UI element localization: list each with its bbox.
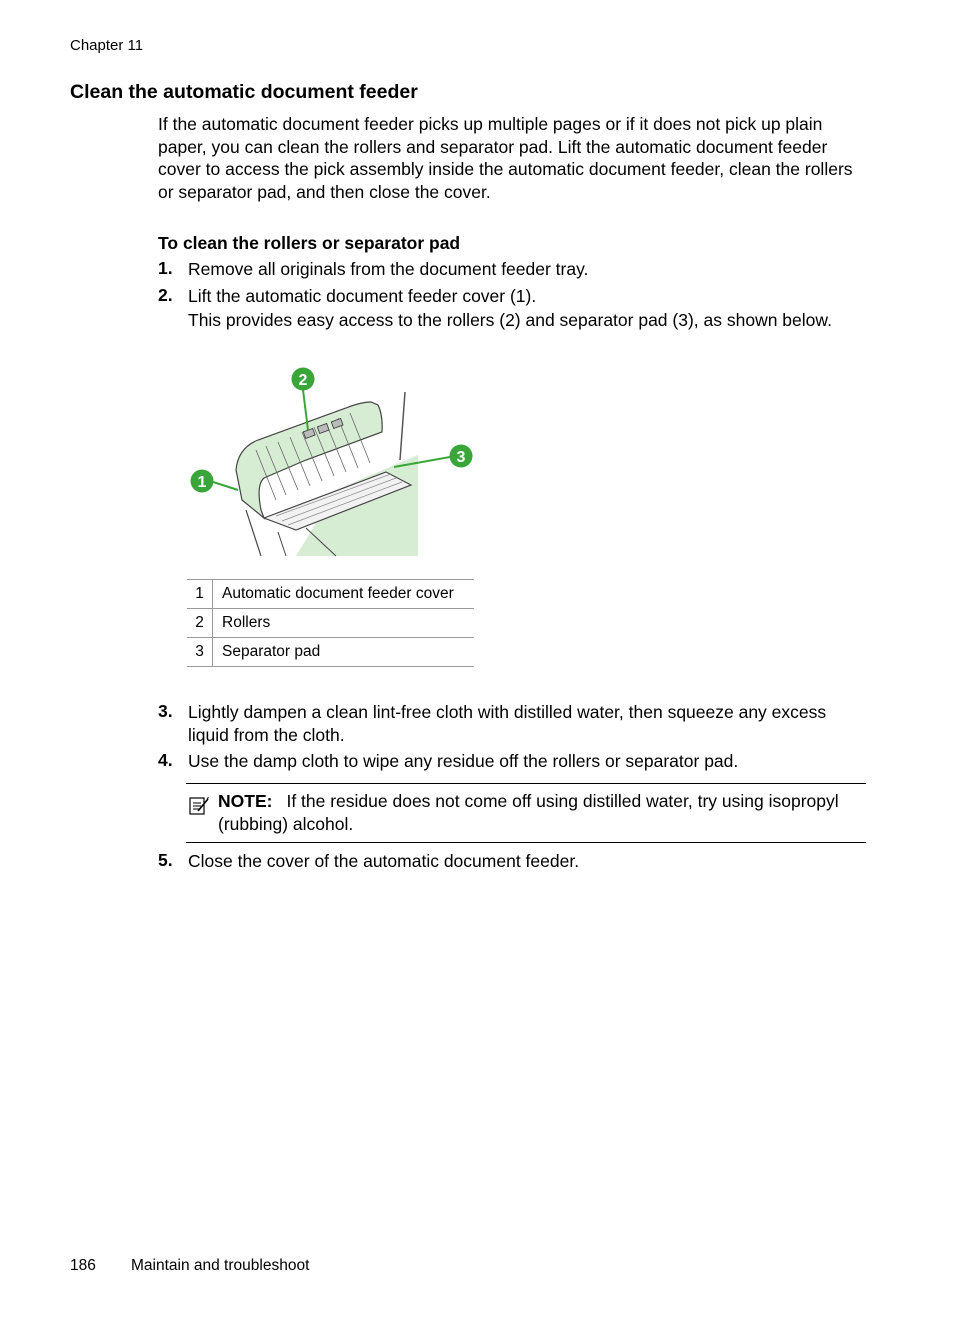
chapter-label: Chapter 11 (70, 37, 144, 54)
step-detail: This provides easy access to the rollers (2) and separator pad (3), as shown below. (188, 310, 832, 330)
adf-illustration (186, 360, 478, 560)
step-text: Close the cover of the automatic document feeder. (188, 851, 580, 871)
step-text: Use the damp cloth to wipe any residue off the rollers or separator pad. (188, 751, 739, 771)
legend-number: 3 (187, 638, 213, 667)
step-number: 3. (158, 701, 173, 721)
step-text: Lift the automatic document feeder cover (1). (188, 286, 537, 306)
section-title: Clean the automatic document feeder (70, 81, 418, 103)
table-row (187, 638, 474, 667)
callout-number: 3 (456, 449, 466, 466)
step-number: 5. (158, 850, 173, 870)
footer-title: Maintain and troubleshoot (131, 1257, 310, 1274)
note-box (186, 783, 866, 843)
callout-number: 1 (197, 474, 207, 491)
note-label: NOTE: (218, 791, 273, 811)
note-text: If the residue does not come off using distilled water, try using isopropyl (rubbing) alcohol. (218, 791, 839, 834)
callout-2 (292, 368, 315, 391)
legend-label: Separator pad (213, 638, 475, 667)
note-content (218, 790, 858, 836)
step-number: 4. (158, 750, 173, 770)
callout-1 (191, 470, 214, 493)
callout-3 (450, 445, 473, 468)
legend-table (187, 579, 474, 667)
step-text: Remove all originals from the document feeder tray. (188, 259, 589, 279)
step-number: 2. (158, 285, 173, 305)
step-text: Lightly dampen a clean lint-free cloth with distilled water, then squeeze any excess liquid from the cloth. (188, 702, 827, 745)
table-row (187, 580, 474, 609)
table-row (187, 609, 474, 638)
page-number: 186 (70, 1257, 96, 1274)
callout-number: 2 (298, 372, 308, 389)
legend-label: Rollers (213, 609, 475, 638)
step-number: 1. (158, 258, 173, 278)
legend-number: 2 (187, 609, 213, 638)
intro-paragraph: If the automatic document feeder picks up multiple pages or if it does not pick up plain paper, you can clean the rollers and separator pad. Lift the automatic document feeder cover to access the pick assembly inside the automatic document feeder, clean the rollers or separator pad, and then close the cover. (158, 114, 853, 202)
note-icon (188, 794, 210, 816)
legend-label: Automatic document feeder cover (213, 580, 475, 609)
legend-number: 1 (187, 580, 213, 609)
procedure-title: To clean the rollers or separator pad (158, 233, 461, 253)
